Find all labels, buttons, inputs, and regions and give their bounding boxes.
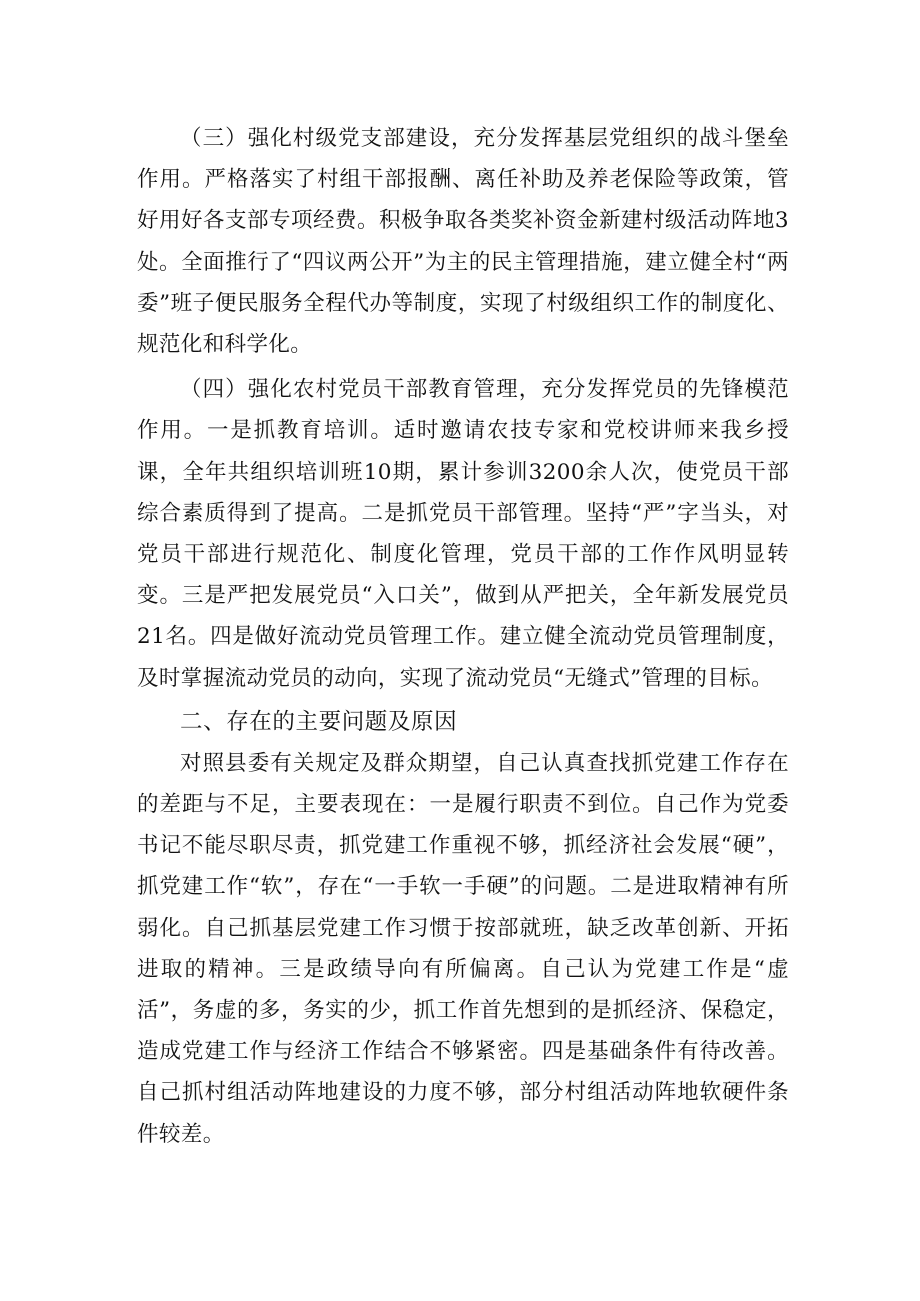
section-heading: 二、存在的主要问题及原因 — [180, 708, 458, 735]
paragraph-member-education: （四）强化农村党员干部教育管理，充分发挥党员的先锋模范作用。一是抓教育培训。适时邀请农技专家和党校讲师来我乡授课，全年共组织培训班10期，累计参训3200余人次，使党员干部综合素质得到了提高。二是抓党员干部管理。坚持“严”字当头，对党员干部进行规范化、制度化管理，党员干部的工作作风明显转变。三是严把发展党员“入口关”，做到从严把关，全年新发展党员21名。四是做好流动党员管理工作。建立健全流动党员管理制度，及时掌握流动党员的动向，实现了流动党员“无缝式”管理的目标。 — [137, 377, 789, 691]
paragraph-village-branch-building: （三）强化村级党支部建设，充分发挥基层党组织的战斗堡垒作用。严格落实了村组干部报酬、离任补助及养老保险等政策，管好用好各支部专项经费。积极争取各类奖补资金新建村级活动阵地3处。全面推行了“四议两公开”为主的民主管理措施，建立健全村“两委”班子便民服务全程代办等制度，实现了村级组织工作的制度化、规范化和科学化。 — [137, 126, 789, 358]
paragraph-problems: 对照县委有关规定及群众期望，自己认真查找抓党建工作存在的差距与不足，主要表现在：一是履行职责不到位。自己作为党委书记不能尽职尽责，抓党建工作重视不够，抓经济社会发展“硬”，抓党建工作“软”，存在“一手软一手硬”的问题。二是进取精神有所弱化。自己抓基层党建工作习惯于按部就班，缺乏改革创新、开拓进取的精神。三是政绩导向有所偏离。自己认为党建工作是“虚活”，务虚的多，务实的少，抓工作首先想到的是抓经济、保稳定，造成党建工作与经济工作结合不够紧密。四是基础条件有待改善。自己抓村组活动阵地建设的力度不够，部分村组活动阵地软硬件条件较差。 — [137, 750, 789, 1147]
document-body — [137, 118, 789, 1155]
